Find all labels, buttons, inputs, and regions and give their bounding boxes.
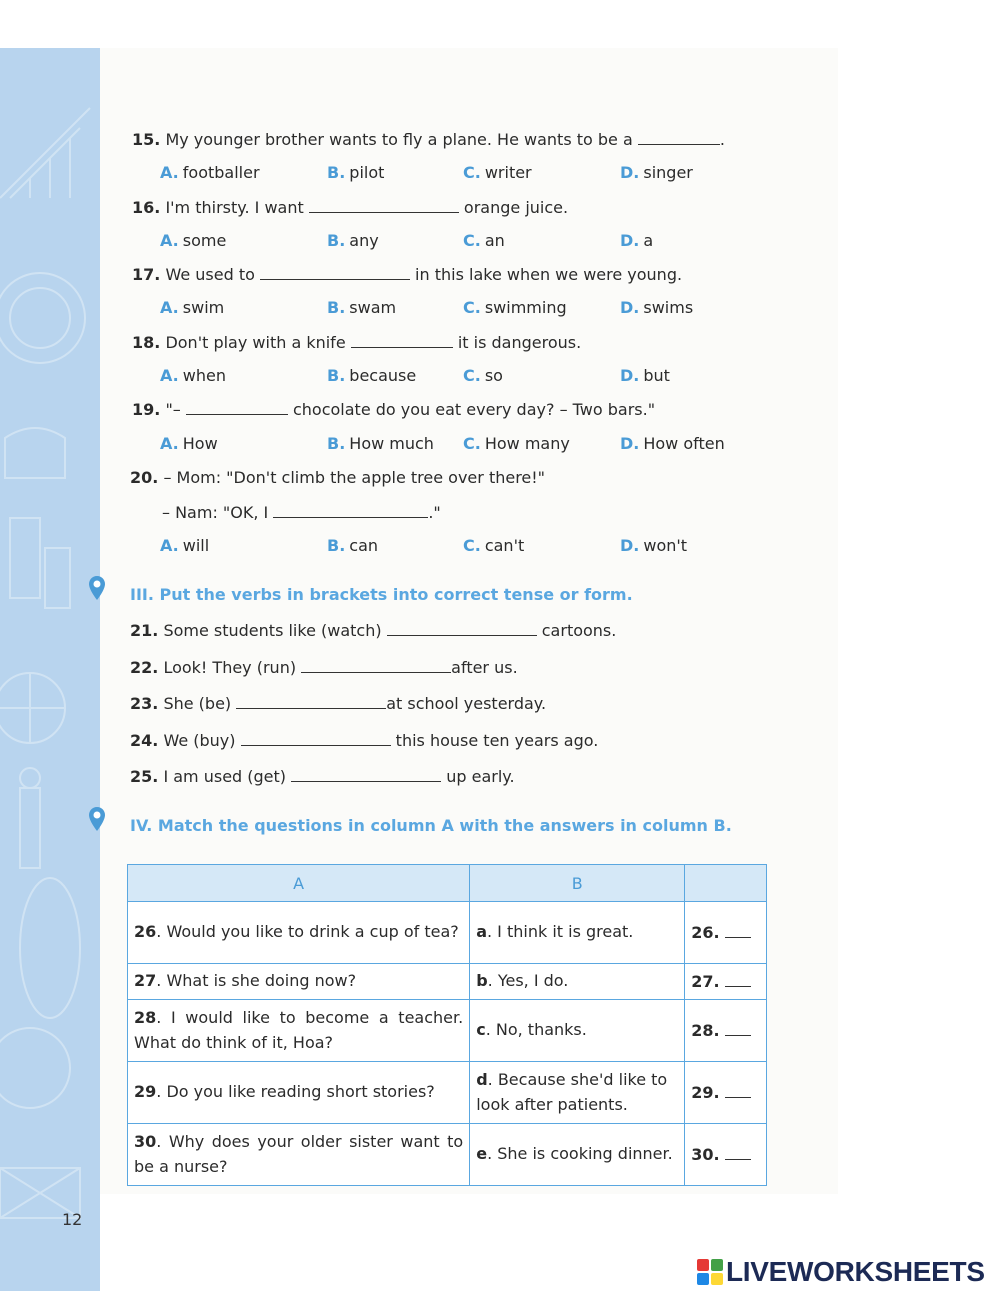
option-letter: A.: [160, 434, 179, 453]
answer-slot[interactable]: [685, 1124, 767, 1186]
liveworksheets-logo[interactable]: [697, 1256, 985, 1288]
option-text: swim: [182, 298, 225, 317]
question-text: "–: [165, 400, 186, 419]
question-number: 19.: [132, 400, 161, 419]
answer-letter: b: [476, 971, 488, 991]
question-number: 27: [134, 971, 157, 991]
option-text: an: [484, 231, 505, 250]
answer-slot[interactable]: [685, 902, 767, 964]
answer-cell: [470, 902, 685, 964]
option-text: but: [643, 366, 670, 385]
question-number: 20.: [130, 468, 159, 487]
option-text: swims: [643, 298, 694, 317]
question-text-end: up early.: [441, 767, 515, 786]
decorative-sidebar: [0, 48, 100, 1291]
option-20c[interactable]: [463, 536, 524, 555]
answer-blank[interactable]: [291, 767, 441, 782]
answer-letter: d: [476, 1069, 488, 1089]
option-19c[interactable]: [463, 434, 570, 453]
question-cell: [128, 1000, 470, 1062]
option-text: a: [643, 231, 654, 250]
option-letter: C.: [463, 163, 481, 182]
question-text: My younger brother wants to fly a plane. He wants to be a: [165, 130, 638, 149]
question-text: I'm thirsty. I want: [165, 198, 309, 217]
answer-blank[interactable]: [725, 1023, 751, 1036]
option-20b[interactable]: [327, 536, 378, 555]
location-pin-icon: [88, 575, 106, 601]
question-22: [130, 658, 518, 677]
question-text: We used to: [165, 265, 260, 284]
section-4-title: IV. Match the questions in column A with the answers in column B.: [130, 816, 732, 835]
option-letter: A.: [160, 298, 179, 317]
option-19d[interactable]: [620, 434, 725, 453]
question-text-end: .: [719, 130, 725, 149]
option-16a[interactable]: [160, 231, 226, 250]
question-number: 24.: [130, 731, 159, 750]
table-row: [128, 902, 767, 964]
option-text: How often: [643, 434, 725, 453]
option-15a[interactable]: [160, 163, 260, 182]
option-letter: D.: [620, 366, 640, 385]
option-letter: C.: [463, 536, 481, 555]
question-text: We (buy): [163, 731, 241, 750]
question-23: [130, 694, 546, 713]
slot-number: 26.: [691, 923, 720, 942]
slot-number: 29.: [691, 1083, 720, 1102]
option-18d[interactable]: [620, 366, 670, 385]
question-text: . Do you like reading short stories?: [156, 1082, 435, 1102]
option-text: How: [182, 434, 218, 453]
option-16d[interactable]: [620, 231, 653, 250]
option-18b[interactable]: [327, 366, 416, 385]
option-letter: B.: [327, 231, 346, 250]
question-number: 23.: [130, 694, 159, 713]
question-17: [132, 265, 682, 284]
question-number: 26: [134, 922, 157, 942]
table-row: [128, 1062, 767, 1124]
option-15d[interactable]: [620, 163, 693, 182]
option-letter: A.: [160, 536, 179, 555]
option-17a[interactable]: [160, 298, 224, 317]
question-number: 18.: [132, 333, 161, 352]
question-number: 29: [134, 1082, 157, 1102]
option-letter: B.: [327, 366, 346, 385]
answer-slot[interactable]: [685, 1062, 767, 1124]
option-17b[interactable]: [327, 298, 396, 317]
column-a-header: A: [128, 865, 470, 902]
question-cell: [128, 902, 470, 964]
option-letter: D.: [620, 163, 640, 182]
question-cell: [128, 1124, 470, 1186]
option-19b[interactable]: [327, 434, 434, 453]
option-letter: B.: [327, 163, 346, 182]
option-18c[interactable]: [463, 366, 503, 385]
option-text: so: [484, 366, 503, 385]
question-text: Don't play with a knife: [165, 333, 351, 352]
answer-letter: e: [476, 1144, 488, 1164]
question-16: [132, 198, 568, 217]
option-letter: C.: [463, 366, 481, 385]
option-text: swimming: [484, 298, 567, 317]
question-20-line2: [162, 503, 441, 522]
option-17c[interactable]: [463, 298, 567, 317]
question-text: Some students like (watch): [163, 621, 387, 640]
answer-blank[interactable]: [301, 658, 451, 673]
option-text: pilot: [349, 163, 385, 182]
option-letter: A.: [160, 366, 179, 385]
question-text-end: in this lake when we were young.: [409, 265, 683, 284]
answer-blank[interactable]: [387, 621, 537, 636]
option-letter: B.: [327, 536, 346, 555]
question-number: 21.: [130, 621, 159, 640]
question-text-end: cartoons.: [536, 621, 617, 640]
question-number: 22.: [130, 658, 159, 677]
option-text: some: [182, 231, 227, 250]
option-letter: A.: [160, 231, 179, 250]
question-text: Look! They (run): [163, 658, 302, 677]
brand-name: LIVEWORKSHEETS: [726, 1256, 985, 1287]
question-text-end: chocolate do you eat every day? – Two bars.": [287, 400, 656, 419]
answer-blank[interactable]: [260, 265, 410, 280]
option-text: won't: [643, 536, 688, 555]
answer-slot[interactable]: [685, 964, 767, 1000]
answer-slot[interactable]: [685, 1000, 767, 1062]
question-number: 25.: [130, 767, 159, 786]
answer-cell: [470, 1000, 685, 1062]
question-text-end: this house ten years ago.: [390, 731, 599, 750]
option-text: footballer: [182, 163, 260, 182]
question-text: I am used (get): [163, 767, 292, 786]
question-text: – Nam: "OK, I: [162, 503, 274, 522]
option-letter: D.: [620, 231, 640, 250]
question-text: . What is she doing now?: [156, 971, 357, 991]
question-15: [132, 130, 725, 149]
answer-letter: c: [476, 1020, 486, 1040]
question-19: [132, 400, 655, 419]
answer-blank[interactable]: [725, 1147, 751, 1160]
section-3-title: III. Put the verbs in brackets into correct tense or form.: [130, 585, 633, 604]
question-text: – Mom: "Don't climb the apple tree over there!": [163, 468, 546, 487]
answer-blank[interactable]: [273, 503, 428, 518]
answer-text: . I think it is great.: [487, 922, 634, 942]
option-letter: A.: [160, 163, 179, 182]
option-letter: B.: [327, 434, 346, 453]
liveworksheets-logo-icon: [697, 1259, 723, 1285]
option-text: singer: [643, 163, 693, 182]
question-cell: [128, 964, 470, 1000]
answer-blank[interactable]: [236, 694, 386, 709]
question-text-end: after us.: [451, 658, 518, 677]
question-21: [130, 621, 616, 640]
table-header-row: [128, 865, 767, 902]
option-18a[interactable]: [160, 366, 226, 385]
question-text-end: .": [428, 503, 441, 522]
question-20: [130, 468, 545, 487]
option-15b[interactable]: [327, 163, 384, 182]
question-number: 30: [134, 1131, 157, 1151]
option-text: How much: [349, 434, 434, 453]
location-pin-icon: [88, 806, 106, 832]
option-text: swam: [349, 298, 397, 317]
option-19a[interactable]: [160, 434, 218, 453]
question-25: [130, 767, 515, 786]
option-letter: D.: [620, 298, 640, 317]
option-15c[interactable]: [463, 163, 532, 182]
question-text-end: at school yesterday.: [386, 694, 547, 713]
option-text: writer: [484, 163, 532, 182]
option-text: can't: [484, 536, 525, 555]
answer-text: . She is cooking dinner.: [487, 1144, 673, 1164]
answer-cell: [470, 1062, 685, 1124]
landmarks-illustration: [0, 48, 100, 1291]
question-18: [132, 333, 581, 352]
answer-blank[interactable]: [186, 400, 288, 415]
question-text: . Would you like to drink a cup of tea?: [156, 922, 459, 942]
option-20a[interactable]: [160, 536, 209, 555]
option-letter: B.: [327, 298, 346, 317]
column-b-header: B: [470, 865, 685, 902]
question-text: She (be): [163, 694, 237, 713]
option-20d[interactable]: [620, 536, 687, 555]
option-17d[interactable]: [620, 298, 693, 317]
question-text: . Why does your older sister want to be a nurse?: [134, 1131, 464, 1176]
question-number: 15.: [132, 130, 161, 149]
option-letter: C.: [463, 434, 481, 453]
question-number: 28: [134, 1007, 157, 1027]
answer-cell: [470, 964, 685, 1000]
answer-text: . Yes, I do.: [487, 971, 569, 991]
option-text: can: [349, 536, 379, 555]
answer-blank[interactable]: [725, 925, 751, 938]
answer-letter: a: [476, 922, 487, 942]
answer-text: . Because she'd like to look after patients.: [476, 1069, 668, 1114]
table-row: [128, 1000, 767, 1062]
question-text: . I would like to become a teacher. What do think of it, Hoa?: [134, 1007, 464, 1052]
question-cell: [128, 1062, 470, 1124]
option-text: any: [349, 231, 379, 250]
slot-number: 30.: [691, 1145, 720, 1164]
answer-blank[interactable]: [351, 333, 453, 348]
question-number: 16.: [132, 198, 161, 217]
answer-blank[interactable]: [309, 198, 459, 213]
answer-blank[interactable]: [241, 731, 391, 746]
answer-blank[interactable]: [725, 1085, 751, 1098]
option-text: How many: [484, 434, 570, 453]
answer-blank[interactable]: [638, 130, 720, 145]
table-row: [128, 964, 767, 1000]
answer-text: . No, thanks.: [485, 1020, 587, 1040]
table-row: [128, 1124, 767, 1186]
option-16c[interactable]: [463, 231, 505, 250]
option-text: when: [182, 366, 226, 385]
slot-number: 27.: [691, 972, 720, 991]
matching-table: [127, 864, 767, 1186]
page-number: 12: [62, 1210, 83, 1229]
answer-cell: [470, 1124, 685, 1186]
question-number: 17.: [132, 265, 161, 284]
slot-number: 28.: [691, 1021, 720, 1040]
question-24: [130, 731, 598, 750]
question-text-end: orange juice.: [458, 198, 569, 217]
option-letter: C.: [463, 298, 481, 317]
answer-blank[interactable]: [725, 974, 751, 987]
option-letter: D.: [620, 536, 640, 555]
option-letter: C.: [463, 231, 481, 250]
column-answer-header: [685, 865, 767, 902]
option-text: because: [349, 366, 417, 385]
question-text-end: it is dangerous.: [452, 333, 582, 352]
option-letter: D.: [620, 434, 640, 453]
option-text: will: [182, 536, 210, 555]
option-16b[interactable]: [327, 231, 379, 250]
